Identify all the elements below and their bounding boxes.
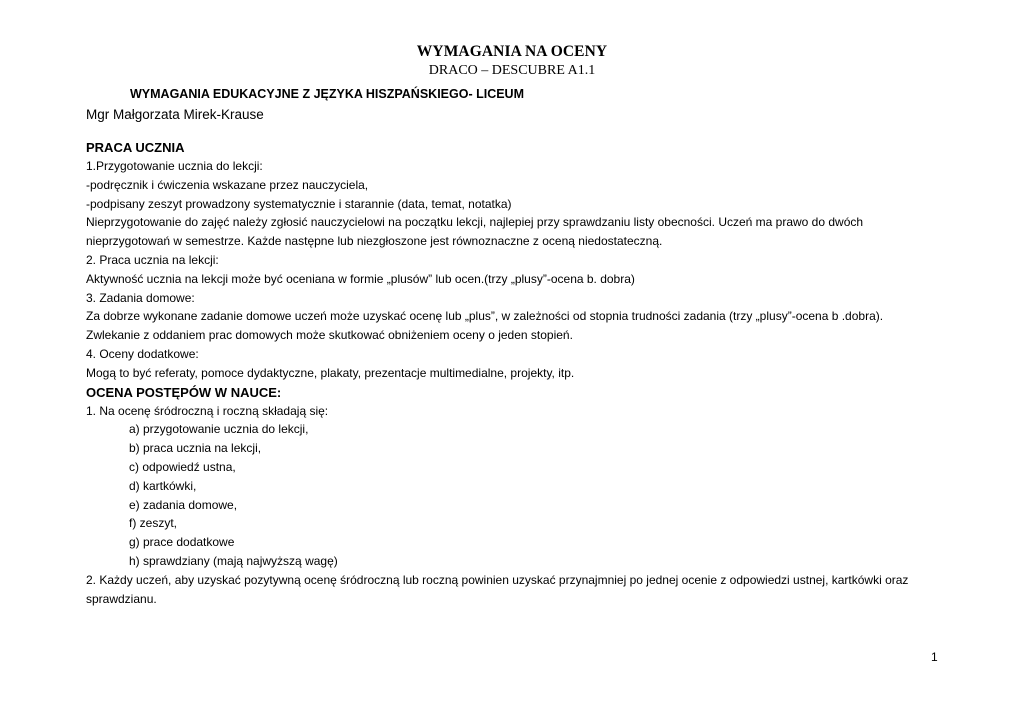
- education-heading: WYMAGANIA EDUKACYJNE Z JĘZYKA HISZPAŃSKIEGO- LICEUM: [130, 87, 525, 101]
- list-item: g) prace dodatkowe: [129, 535, 235, 550]
- text-line: nieprzygotowań w semestrze. Każde następne lub niezgłoszone jest równoznaczne z oceną niedostateczną.: [86, 234, 663, 249]
- list-item: a) przygotowanie ucznia do lekcji,: [129, 422, 309, 437]
- section-praca-ucznia: [86, 138, 946, 383]
- text-line: Aktywność ucznia na lekcji może być oceniana w formie „plusów” lub ocen.(trzy „plusy”-ocena b. dobra): [86, 271, 635, 286]
- list-item: c) odpowiedź ustna,: [129, 459, 236, 474]
- text-line: -podręcznik i ćwiczenia wskazane przez nauczyciela,: [86, 177, 369, 192]
- teacher-name: Mgr Małgorzata Mirek-Krause: [86, 107, 264, 122]
- list-item: e) zadania domowe,: [129, 497, 238, 512]
- text-line: 2. Każdy uczeń, aby uzyskać pozytywną ocenę śródroczną lub roczną powinien uzyskać przynajmniej po jednej ocenie z odpowiedzi ustnej, kartkówki oraz: [86, 572, 909, 587]
- text-line: 3. Zadania domowe:: [86, 290, 195, 305]
- section-heading-ocena-postepow: OCENA POSTĘPÓW W NAUCE:: [86, 384, 282, 400]
- list-item: h) sprawdziany (mają najwyższą wagę): [129, 553, 338, 568]
- document-subtitle: DRACO – DESCUBRE A1.1: [428, 63, 596, 78]
- text-line: 1.Przygotowanie ucznia do lekcji:: [86, 159, 263, 173]
- text-line: Zwlekanie z oddaniem prac domowych może skutkować obniżeniem oceny o jeden stopień.: [86, 328, 573, 343]
- document-body: [86, 138, 946, 608]
- section-heading-praca-ucznia: PRACA UCZNIA: [86, 140, 185, 155]
- text-line: -podpisany zeszyt prowadzony systematycznie i starannie (data, temat, notatka): [86, 196, 512, 211]
- list-item: b) praca ucznia na lekcji,: [129, 441, 262, 456]
- text-line: 1. Na ocenę śródroczną i roczną składają się:: [86, 403, 329, 418]
- text-line: Za dobrze wykonane zadanie domowe uczeń może uzyskać ocenę lub „plus”, w zależności od stopnia trudności zadania (trzy „plusy”-ocena b .dobra).: [86, 309, 884, 324]
- text-line: Mogą to być referaty, pomoce dydaktyczne, plakaty, prezentacje multimedialne, projekty, itp.: [86, 365, 575, 380]
- text-line: 4. Oceny dodatkowe:: [86, 346, 199, 361]
- text-line: sprawdzianu.: [86, 591, 157, 606]
- text-line: Nieprzygotowanie do zajęć należy zgłosić nauczycielowi na początku lekcji, najlepiej przy sprawdzaniu listy obecności. Uczeń ma prawo do dwóch: [86, 215, 864, 230]
- list-item: f) zeszyt,: [129, 516, 178, 531]
- text-line: 2. Praca ucznia na lekcji:: [86, 252, 219, 267]
- list-item: d) kartkówki,: [129, 478, 197, 493]
- page-number: 1: [931, 650, 938, 664]
- document-title: WYMAGANIA NA OCENY: [416, 43, 608, 60]
- section-ocena-postepow: [86, 383, 946, 609]
